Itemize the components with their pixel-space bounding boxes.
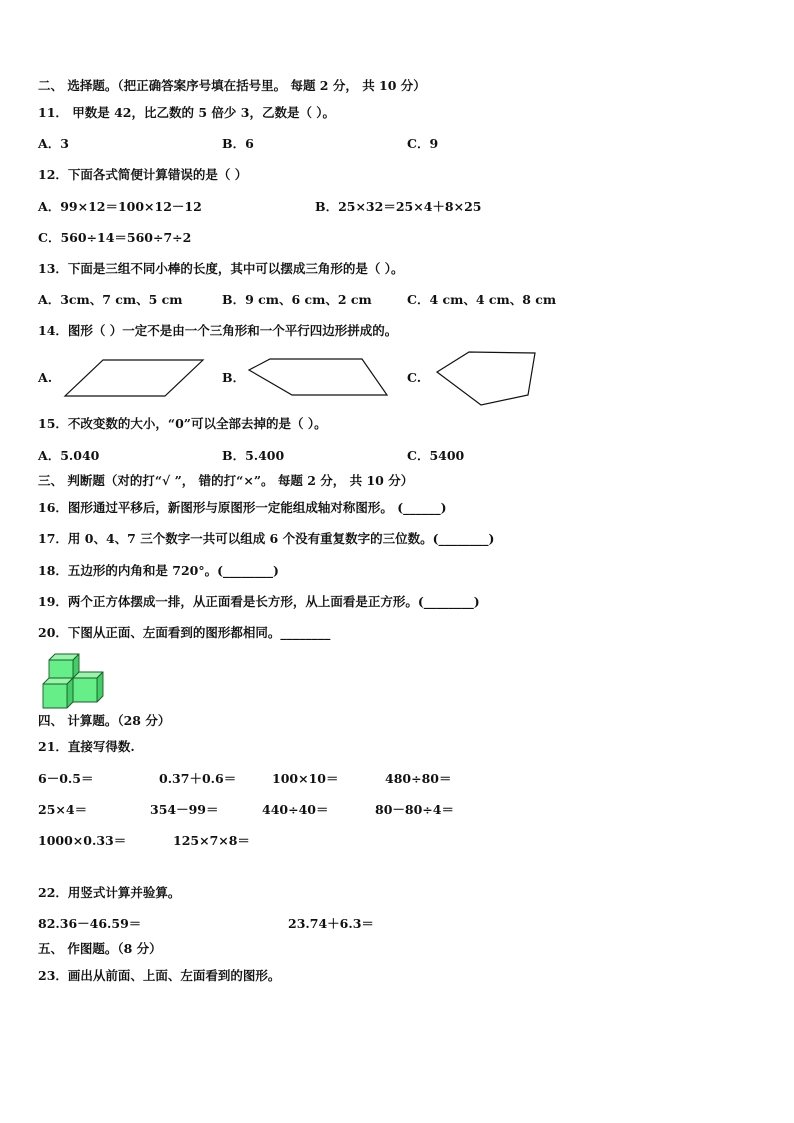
calc-item: 6－0.5＝: [38, 771, 94, 786]
q12-option-b: B．25×32＝25×4＋8×25: [315, 199, 482, 214]
calc-item: 80－80÷4＝: [375, 802, 454, 817]
q21-stem: 21．直接写得数.: [38, 739, 135, 754]
q11-option-a: A．3: [38, 136, 69, 151]
q11-stem: 11． 甲数是 42，比乙数的 5 倍少 3，乙数是（ ）。: [38, 105, 336, 120]
q15-option-a: A．5.040: [38, 448, 100, 463]
section4-heading: 四、 计算题。（28 分）: [38, 713, 171, 728]
calc-item: 23.74＋6.3＝: [288, 916, 374, 931]
q20-statement: 20．下图从正面、左面看到的图形都相同。________: [38, 625, 331, 640]
q23-stem: 23．画出从前面、上面、左面看到的图形。: [38, 968, 281, 983]
q15-option-b: B．5.400: [222, 448, 285, 463]
q18-statement: 18．五边形的内角和是 720°。(________): [38, 563, 279, 578]
q13-stem: 13．下面是三组不同小棒的长度，其中可以摆成三角形的是（ ）。: [38, 261, 404, 276]
q16-statement: 16．图形通过平移后，新图形与原图形一定能组成轴对称图形。 (______): [38, 500, 447, 515]
q14-option-b: B．: [222, 370, 246, 385]
q11-option-b: B．6: [222, 136, 254, 151]
q14-option-a: A.: [38, 370, 53, 385]
q12-stem: 12．下面各式简便计算错误的是（ ）: [38, 167, 248, 182]
calc-item: 0.37＋0.6＝: [159, 771, 237, 786]
calc-item: 82.36－46.59＝: [38, 916, 142, 931]
q12-option-c: C．560÷14＝560÷7÷2: [38, 230, 192, 245]
q11-option-c: C．9: [407, 136, 439, 151]
q17-statement: 17．用 0、4、7 三个数字一共可以组成 6 个没有重复数字的三位数。(________): [38, 531, 495, 546]
q13-option-b: B．9 cm、6 cm、2 cm: [222, 292, 372, 307]
calc-item: 1000×0.33＝: [38, 833, 127, 848]
calc-item: 354－99＝: [150, 802, 219, 817]
calc-item: 440÷40＝: [262, 802, 329, 817]
q15-option-c: C．5400: [407, 448, 465, 463]
q13-option-c: C．4 cm、4 cm、8 cm: [407, 292, 557, 307]
calc-item: 125×7×8＝: [173, 833, 250, 848]
q15-stem: 15．不改变数的大小，“0”可以全部去掉的是（ ）。: [38, 416, 327, 431]
calc-item: 480÷80＝: [385, 771, 452, 786]
q22-stem: 22．用竖式计算并验算。: [38, 885, 181, 900]
q19-statement: 19．两个正方体摆成一排，从正面看是长方形，从上面看是正方形。(________): [38, 594, 480, 609]
section5-heading: 五、 作图题。（8 分）: [38, 941, 162, 956]
calc-item: 100×10＝: [272, 771, 339, 786]
section2-heading: 二、 选择题。（把正确答案序号填在括号里。 每题 2 分， 共 10 分）: [38, 78, 426, 93]
calc-item: 25×4＝: [38, 802, 88, 817]
q12-option-a: A．99×12＝100×12－12: [38, 199, 202, 214]
q14-stem: 14．图形（ ）一定不是由一个三角形和一个平行四边形拼成的。: [38, 323, 398, 338]
section3-heading: 三、 判断题（对的打“√ ”， 错的打“×”。 每题 2 分， 共 10 分）: [38, 473, 414, 488]
q14-option-c: C.: [407, 370, 422, 385]
q13-option-a: A．3cm、7 cm、5 cm: [38, 292, 183, 307]
